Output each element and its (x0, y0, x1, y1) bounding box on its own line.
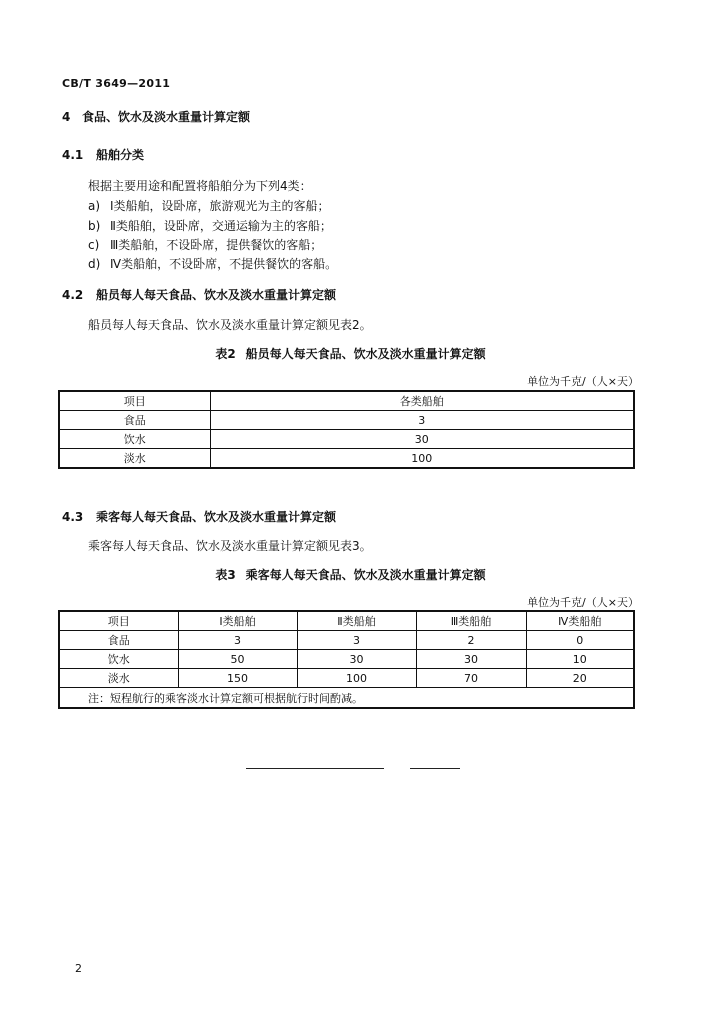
table-cell: 100 (297, 669, 416, 688)
table-row (59, 430, 634, 449)
table-2 (58, 390, 635, 469)
standard-number: CB/T 3649—2011 (62, 77, 171, 90)
end-rule-short (410, 768, 460, 769)
table-header-row (59, 391, 634, 411)
table-3-number: 表3 (215, 568, 236, 582)
list-item (88, 255, 337, 272)
table-header-cell: Ⅰ类船舶 (178, 611, 297, 631)
page-number: 2 (75, 962, 82, 975)
table-2-number: 表2 (215, 347, 236, 361)
table-cell: 50 (178, 650, 297, 669)
list-item-text: Ⅱ类船舶，设卧席，交通运输为主的客船； (110, 219, 332, 233)
section-4-3-text: 乘客每人每天食品、饮水及淡水重量计算定额见表3。 (88, 539, 372, 553)
section-4-2-heading (62, 286, 336, 303)
table-cell: 30 (297, 650, 416, 669)
section-4-2-number: 4.2 (62, 288, 84, 302)
table-cell: 10 (526, 650, 634, 669)
table-2-title: 船员每人每天食品、饮水及淡水重量计算定额 (245, 347, 486, 361)
section-4-heading (62, 108, 250, 125)
table-cell: 3 (297, 631, 416, 650)
table-3-note: 注：短程航行的乘客淡水计算定额可根据航行时间酌减。 (59, 688, 634, 709)
table-2-unit: 单位为千克/（人×天） (527, 375, 639, 388)
table-cell: 食品 (59, 411, 210, 430)
list-item-text: Ⅲ类船舶，不设卧席，提供餐饮的客船； (110, 238, 323, 252)
table-row (59, 449, 634, 469)
table-header-row (59, 611, 634, 631)
list-item-label: d) (88, 257, 101, 271)
section-4-title: 食品、饮水及淡水重量计算定额 (82, 110, 251, 124)
section-4-1-number: 4.1 (62, 148, 84, 162)
section-4-2-title: 船员每人每天食品、饮水及淡水重量计算定额 (96, 288, 337, 302)
table-cell: 20 (526, 669, 634, 688)
list-item-label: b) (88, 219, 101, 233)
table-cell: 3 (210, 411, 634, 430)
table-row (59, 411, 634, 430)
table-cell: 30 (210, 430, 634, 449)
section-4-3-title: 乘客每人每天食品、饮水及淡水重量计算定额 (96, 510, 337, 524)
list-item-text: Ⅰ类船舶，设卧席，旅游观光为主的客船； (110, 199, 330, 213)
section-4-3-heading (62, 508, 336, 525)
list-item (88, 197, 330, 214)
table-cell: 食品 (59, 631, 178, 650)
table-cell: 3 (178, 631, 297, 650)
table-header-cell: Ⅲ类船舶 (416, 611, 526, 631)
section-4-1-title: 船舶分类 (96, 148, 145, 162)
section-4-2-text: 船员每人每天食品、饮水及淡水重量计算定额见表2。 (88, 318, 372, 332)
table-2-caption (0, 345, 701, 362)
table-cell: 70 (416, 669, 526, 688)
table-cell: 100 (210, 449, 634, 469)
section-4-1-heading (62, 146, 144, 163)
table-3-unit: 单位为千克/（人×天） (527, 596, 639, 609)
end-rule-long (246, 768, 384, 769)
table-3-caption (0, 566, 701, 583)
table-cell: 0 (526, 631, 634, 650)
table-cell: 淡水 (59, 669, 178, 688)
table-cell: 30 (416, 650, 526, 669)
section-4-number: 4 (62, 110, 71, 124)
table-3 (58, 610, 635, 709)
list-item-text: Ⅳ类船舶，不设卧席，不提供餐饮的客船。 (110, 257, 338, 271)
table-cell: 淡水 (59, 449, 210, 469)
table-header-cell: 各类船舶 (210, 391, 634, 411)
table-row (59, 631, 634, 650)
table-cell: 2 (416, 631, 526, 650)
section-4-1-intro: 根据主要用途和配置将船舶分为下列4类： (88, 179, 312, 193)
section-4-3-number: 4.3 (62, 510, 84, 524)
table-cell: 150 (178, 669, 297, 688)
table-cell: 饮水 (59, 650, 178, 669)
list-item-label: c) (88, 238, 100, 252)
table-3-title: 乘客每人每天食品、饮水及淡水重量计算定额 (245, 568, 486, 582)
table-header-cell: Ⅱ类船舶 (297, 611, 416, 631)
table-cell: 饮水 (59, 430, 210, 449)
table-header-cell: Ⅳ类船舶 (526, 611, 634, 631)
table-row (59, 650, 634, 669)
list-item (88, 217, 332, 234)
table-header-cell: 项目 (59, 391, 210, 411)
table-note-row (59, 688, 634, 709)
table-header-cell: 项目 (59, 611, 178, 631)
list-item-label: a) (88, 199, 101, 213)
list-item (88, 236, 322, 253)
table-row (59, 669, 634, 688)
